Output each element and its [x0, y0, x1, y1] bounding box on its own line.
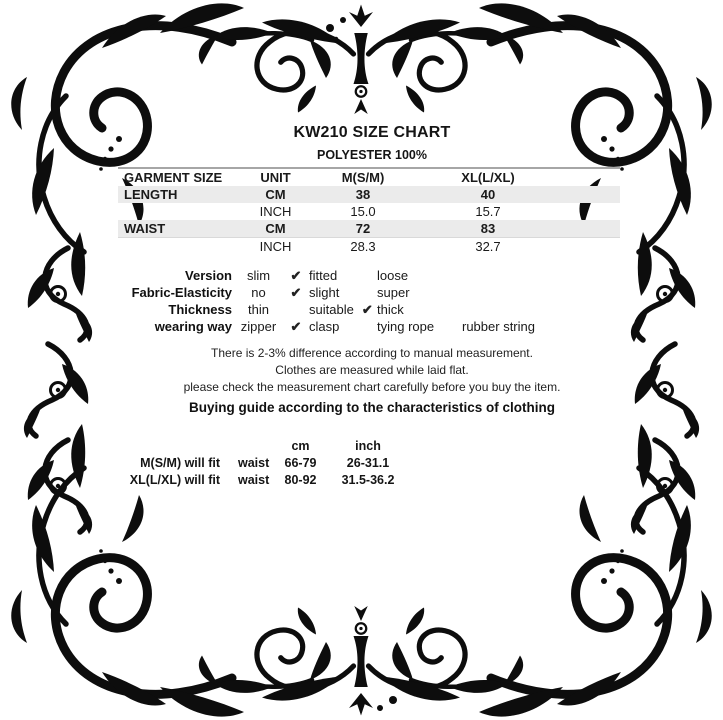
cell-unit: CM: [265, 187, 286, 202]
column-header-unit: UNIT: [260, 170, 291, 185]
table-row-waist-cm: [118, 220, 620, 237]
fit-size-label: M(S/M) will fit: [140, 456, 220, 470]
attribute-option: rubber string: [462, 319, 535, 334]
attribute-option-checked: fitted: [309, 268, 338, 283]
cell-unit: INCH: [259, 239, 292, 254]
attribute-label: wearing way: [154, 319, 232, 334]
fit-table: [120, 438, 420, 489]
attribute-option: thin: [248, 302, 269, 317]
fit-cm-range: 80-92: [284, 473, 317, 487]
attribute-label: Version: [185, 268, 232, 283]
fit-body-part: waist: [238, 473, 270, 487]
attribute-row-fabric-elasticity: [122, 284, 562, 301]
table-row-length-cm: [118, 186, 620, 203]
cell-m: 15.0: [350, 204, 376, 219]
cell-m: 38: [355, 187, 371, 202]
cell-label: WAIST: [124, 221, 166, 236]
attribute-option: zipper: [240, 319, 277, 334]
cell-xl: 40: [480, 187, 496, 202]
attribute-option-checked: slight: [309, 285, 340, 300]
attribute-option: super: [377, 285, 410, 300]
check-icon: ✔: [290, 319, 302, 334]
cell-xl: 32.7: [475, 239, 501, 254]
column-header-inch: inch: [355, 439, 381, 453]
check-icon: ✔: [290, 268, 302, 283]
attribute-row-thickness: [122, 301, 562, 318]
cell-label: [118, 203, 248, 220]
attribute-option: tying rope: [377, 319, 435, 334]
note-line: There is 2-3% difference according to manual measurement.: [211, 346, 533, 360]
fit-inch-range: 31.5-36.2: [341, 473, 395, 487]
attribute-option-checked: clasp: [309, 319, 340, 334]
attribute-option-text: suitable: [309, 302, 354, 317]
attribute-option: no: [251, 285, 266, 300]
attribute-option: loose: [377, 268, 409, 283]
size-table-header-row: [118, 167, 620, 186]
cell-m: 72: [355, 221, 371, 236]
cell-xl: 83: [480, 221, 496, 236]
attribute-option: thick: [377, 302, 404, 317]
attribute-row-version: [122, 267, 562, 284]
fit-row-xl: [120, 472, 420, 489]
attribute-row-wearing-way: [122, 318, 562, 335]
check-icon: ✔: [361, 302, 373, 317]
empty-cell: [220, 438, 278, 455]
table-row-waist-inch: [118, 237, 620, 255]
column-header-cm: cm: [291, 439, 310, 453]
empty-cell: [120, 438, 220, 455]
fit-body-part: waist: [238, 456, 270, 470]
cell-label: [118, 238, 248, 255]
attribute-label: Thickness: [168, 302, 232, 317]
note-line: Clothes are measured while laid flat.: [275, 363, 469, 377]
fit-inch-range: 26-31.1: [346, 456, 390, 470]
material-subtitle: POLYESTER 100%: [316, 148, 427, 162]
column-header-garment-size: GARMENT SIZE: [124, 170, 223, 185]
table-row-length-inch: [118, 203, 620, 220]
cell-unit: INCH: [259, 204, 292, 219]
fit-size-label: XL(L/XL) will fit: [129, 473, 220, 487]
fit-cm-range: 66-79: [284, 456, 317, 470]
cell-label: LENGTH: [124, 187, 178, 202]
cell-xl: 15.7: [475, 204, 501, 219]
column-header-m: M(S/M): [341, 170, 385, 185]
fit-row-m: [120, 455, 420, 472]
measurement-notes: [110, 345, 634, 416]
size-table: [118, 167, 620, 255]
check-icon: ✔: [290, 285, 302, 300]
attribute-label: Fabric-Elasticity: [131, 285, 232, 300]
cell-m: 28.3: [350, 239, 376, 254]
buying-guide-heading: Buying guide according to the characteristics of clothing: [188, 400, 556, 415]
garment-attributes: [122, 267, 562, 335]
cell-unit: CM: [265, 221, 286, 236]
page-title: KW210 SIZE CHART: [293, 124, 451, 141]
column-header-xl: XL(L/XL): [461, 170, 515, 185]
attribute-option-checked: [307, 301, 375, 318]
attribute-option: slim: [246, 268, 271, 283]
fit-table-header-row: [120, 438, 420, 455]
note-line: please check the measurement chart carefully before you buy the item.: [183, 380, 561, 394]
check-placeholder: [285, 301, 307, 318]
